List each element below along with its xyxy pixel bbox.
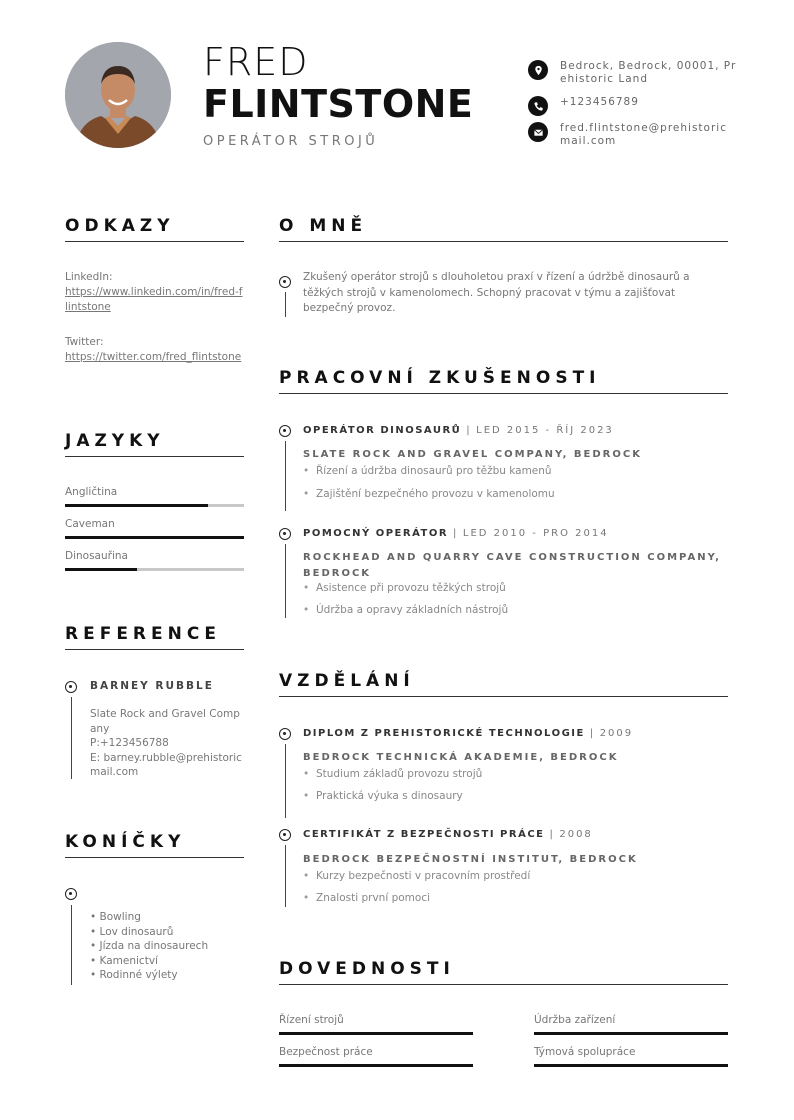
language-name: Angličtina — [65, 486, 118, 498]
language-level-fill — [65, 568, 137, 571]
skill-item — [279, 1046, 473, 1067]
timeline-line — [285, 744, 286, 818]
language-item — [65, 550, 244, 571]
education-school: BEDROCK TECHNICKÁ AKADEMIE, BEDROCK — [303, 752, 619, 763]
address-text: Bedrock, Bedrock, 00001, Prehistoric Land — [560, 60, 737, 85]
job-company: SLATE ROCK AND GRAVEL COMPANY, BEDROCK — [303, 449, 642, 460]
job-dates: LED 2010 - PRO 2014 — [462, 528, 609, 539]
job-title: OPERÁTOR STROJŮ — [203, 134, 379, 149]
reference-email: E: barney.rubble@prehistoricmail.com — [90, 751, 242, 778]
education-header — [303, 829, 593, 840]
phone-icon — [528, 96, 548, 116]
linkedin-label: LinkedIn: — [65, 271, 113, 283]
hobbies-heading: KONÍČKY — [65, 832, 186, 852]
hobby-item: • Rodinné výlety — [90, 969, 178, 982]
references-rule — [65, 649, 244, 650]
timeline-dot-icon — [279, 528, 291, 540]
separator: | — [453, 528, 458, 539]
bullet-text: Kurzy bezpečnosti v pracovním prostředí — [316, 870, 531, 882]
education-school: BEDROCK BEZPEČNOSTNÍ INSTITUT, BEDROCK — [303, 854, 638, 865]
separator: | — [466, 425, 472, 436]
timeline-line — [285, 845, 286, 907]
contact-phone — [528, 96, 738, 116]
bullet-text: Praktická výuka s dinosaury — [316, 790, 463, 802]
language-level-bar — [65, 504, 244, 507]
skill-level-bar — [534, 1032, 728, 1035]
bullet-text: Asistence při provozu těžkých strojů — [316, 582, 506, 594]
education-bullet — [303, 768, 482, 780]
twitter-link[interactable]: https://twitter.com/fred_flintstone — [65, 351, 242, 363]
job-role: POMOCNÝ OPERÁTOR — [303, 528, 449, 539]
bullet-dot: • — [303, 465, 310, 477]
reference-phone: P:+123456788 — [90, 737, 169, 749]
experience-rule — [279, 393, 728, 394]
language-name: Dinosauřina — [65, 550, 128, 562]
hobbies-list — [90, 910, 208, 983]
bullet-text: Znalosti první pomoci — [316, 892, 431, 904]
education-degree: CERTIFIKÁT Z BEZPEČNOSTI PRÁCE — [303, 829, 545, 840]
timeline-line — [285, 544, 286, 618]
language-item — [65, 486, 244, 507]
timeline-dot-icon — [279, 728, 291, 740]
job-bullet — [303, 465, 552, 477]
contact-address — [528, 60, 738, 86]
linkedin-link[interactable]: https://www.linkedin.com/in/fred-flintstone — [65, 286, 243, 313]
job-bullet — [303, 488, 555, 500]
bullet-dot: • — [303, 870, 310, 882]
timeline-dot-icon — [279, 425, 291, 437]
languages-heading: JAZYKY — [65, 431, 165, 451]
profile-photo — [65, 42, 171, 148]
bullet-dot: • — [303, 790, 310, 802]
language-level-fill — [65, 504, 208, 507]
education-year: 2009 — [599, 728, 634, 739]
skill-item — [534, 1046, 728, 1067]
timeline-dot-icon — [279, 829, 291, 841]
person-portrait-icon — [65, 42, 171, 148]
education-bullet — [303, 892, 430, 904]
timeline-dot-icon — [279, 276, 291, 288]
hobby-item: • Kamenictví — [90, 954, 158, 967]
skill-level-bar — [279, 1064, 473, 1067]
separator: | — [589, 728, 595, 739]
timeline-line — [71, 905, 72, 985]
education-heading: VZDĚLÁNÍ — [279, 671, 415, 691]
job-role: OPERÁTOR DINOSAURŮ — [303, 425, 462, 436]
education-bullet — [303, 790, 463, 802]
timeline-line — [71, 697, 72, 779]
skill-name: Týmová spolupráce — [534, 1046, 636, 1058]
links-rule — [65, 241, 244, 242]
education-bullet — [303, 870, 530, 882]
envelope-icon — [528, 122, 548, 142]
references-heading: REFERENCE — [65, 624, 221, 644]
education-header — [303, 728, 633, 739]
language-item — [65, 518, 244, 539]
reference-company: Slate Rock and Gravel Company — [90, 708, 240, 735]
hobby-item: • Lov dinosaurů — [90, 925, 174, 938]
job-bullet — [303, 582, 506, 594]
bullet-dot: • — [303, 582, 310, 594]
about-rule — [279, 241, 728, 242]
bullet-text: Řízení a údržba dinosaurů pro těžbu kamenů — [316, 465, 552, 477]
education-degree: DIPLOM Z PREHISTORICKÉ TECHNOLOGIE — [303, 728, 585, 739]
skill-name: Řízení strojů — [279, 1014, 344, 1026]
experience-heading: PRACOVNÍ ZKUŠENOSTI — [279, 368, 601, 388]
skills-heading: DOVEDNOSTI — [279, 959, 455, 979]
bullet-dot: • — [303, 488, 310, 500]
separator: | — [549, 829, 555, 840]
links-heading: ODKAZY — [65, 216, 175, 236]
hobby-item: • Jízda na dinosaurech — [90, 940, 209, 953]
phone-text: +123456789 — [560, 96, 639, 108]
first-name: FRED — [203, 40, 309, 84]
job-bullet — [303, 604, 508, 616]
contact-email — [528, 122, 738, 148]
email-text[interactable]: fred.flintstone@prehistoricmail.com — [560, 122, 727, 147]
job-header — [303, 528, 609, 539]
timeline-line — [285, 292, 286, 317]
about-text: Zkušený operátor strojů s dlouholetou praxí v řízení a údržbě dinosaurů a těžkých strojů v kamenolomech. Schopný pracovat v týmu a zajišťovat bezpečný provoz. — [303, 271, 690, 314]
language-name: Caveman — [65, 518, 115, 530]
education-year: 2008 — [559, 829, 593, 840]
last-name: FLINTSTONE — [203, 82, 474, 126]
timeline-dot-icon — [65, 681, 77, 693]
job-dates: LED 2015 - ŘÍJ 2023 — [476, 425, 614, 436]
about-heading: O MNĚ — [279, 216, 368, 236]
job-company: ROCKHEAD AND QUARRY CAVE CONSTRUCTION COMPANY, BEDROCK — [303, 552, 721, 579]
reference-details — [90, 707, 245, 780]
hobbies-rule — [65, 857, 244, 858]
bullet-dot: • — [303, 604, 310, 616]
skill-item — [279, 1014, 473, 1035]
skills-rule — [279, 984, 728, 985]
twitter-block — [65, 335, 245, 365]
skill-name: Bezpečnost práce — [279, 1046, 373, 1058]
language-level-fill — [65, 536, 244, 539]
languages-rule — [65, 456, 244, 457]
language-level-bar — [65, 568, 244, 571]
bullet-text: Zajištění bezpečného provozu v kamenolomu — [316, 488, 555, 500]
language-level-bar — [65, 536, 244, 539]
education-rule — [279, 696, 728, 697]
bullet-text: Studium základů provozu strojů — [316, 768, 483, 780]
skill-item — [534, 1014, 728, 1035]
linkedin-block — [65, 270, 245, 315]
location-pin-icon — [528, 60, 548, 80]
bullet-dot: • — [303, 892, 310, 904]
skill-level-bar — [279, 1032, 473, 1035]
bullet-text: Údržba a opravy základních nástrojů — [316, 604, 509, 616]
hobby-item: • Bowling — [90, 911, 141, 923]
twitter-label: Twitter: — [65, 336, 104, 348]
bullet-dot: • — [303, 768, 310, 780]
timeline-dot-icon — [65, 888, 77, 900]
job-header — [303, 425, 614, 436]
timeline-line — [285, 441, 286, 511]
reference-name: BARNEY RUBBLE — [90, 680, 214, 692]
skill-level-bar — [534, 1064, 728, 1067]
skill-name: Údržba zařízení — [534, 1014, 616, 1026]
